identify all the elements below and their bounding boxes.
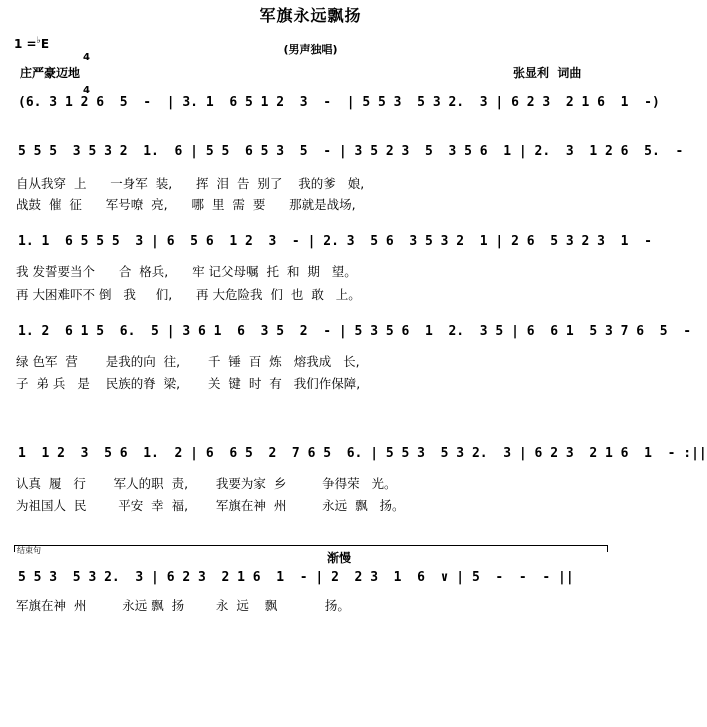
meter-top: 4: [83, 52, 90, 63]
lyrics-line-4b: 子 弟 兵 是 民族的脊 梁, 关 键 时 有 我们作保障,: [16, 376, 361, 391]
performance-note: (男声独唱): [283, 43, 338, 56]
notation-line-3: 1. 1 6 5 5 5 3 | 6 5 6 1 2 3 - | 2. 3 5 6 3 5 3 2 1 | 2 6 5 3 2 3 1 -: [18, 234, 652, 249]
meter-bottom: 4: [83, 85, 90, 96]
key-note: E: [40, 37, 50, 51]
ending-bracket: [14, 545, 608, 552]
key-signature: [14, 37, 49, 50]
lyrics-line-5a: 认真 履 行 军人的职 责, 我要为家 乡 争得荣 光。: [16, 476, 397, 491]
lyrics-line-4a: 绿 色军 营 是我的向 往, 千 锤 百 炼 熔我成 长,: [16, 354, 360, 369]
ritardando-marking: 渐慢: [327, 551, 352, 565]
notation-line-4: 1. 2 6 1 5 6. 5 | 3 6 1 6 3 5 2 - | 5 3 5 6 1 2. 3 5 | 6 6 1 5 3 7 6 5 -: [18, 324, 692, 339]
lyrics-line-3a: 我 发誓要当个 合 格兵, 牢 记父母嘱 托 和 期 望。: [16, 264, 357, 279]
song-title: 军旗永远飘扬: [259, 6, 362, 25]
key-prefix: 1 =: [14, 37, 37, 51]
lyrics-line-5b: 为祖国人 民 平安 幸 福, 军旗在神 州 永远 飘 扬。: [16, 498, 405, 513]
ending-label: 结束句: [17, 546, 41, 555]
lyrics-line-2a: 自从我穿 上 一身军 装, 挥 泪 告 别了 我的爹 娘,: [16, 176, 365, 191]
lyrics-line-3b: 再 大困难吓不 倒 我 们, 再 大危险我 们 也 敢 上。: [16, 287, 361, 302]
lyrics-line-coda: 军旗在神 州 永远 飘 扬 永 远 飘 扬。: [16, 598, 350, 613]
tempo-marking: 庄严豪迈地: [20, 66, 81, 80]
notation-line-1: (6. 3 1 2 6 5 - | 3. 1 6 5 1 2 3 - | 5 5 3 5 3 2. 3 | 6 2 3 2 1 6 1 -): [18, 95, 660, 110]
notation-line-5: 1 1 2 3 5 6 1. 2 | 6 6 5 2 7 6 5 6. | 5 5 3 5 3 2. 3 | 6 2 3 2 1 6 1 - :||: [18, 446, 707, 461]
flat-symbol: ♭: [36, 36, 41, 46]
composer-credit: 张显利 词曲: [513, 66, 582, 80]
notation-line-2: 5 5 5 3 5 3 2 1. 6 | 5 5 6 5 3 5 - | 3 5 2 3 5 3 5 6 1 | 2. 3 1 2 6 5. -: [18, 144, 684, 159]
notation-line-coda: 5 5 3 5 3 2. 3 | 6 2 3 2 1 6 1 - | 2 2 3 1 6 ∨ | 5 - - - ||: [18, 570, 574, 585]
lyrics-line-2b: 战鼓 催 征 军号嘹 亮, 哪 里 需 要 那就是战场,: [16, 197, 356, 212]
